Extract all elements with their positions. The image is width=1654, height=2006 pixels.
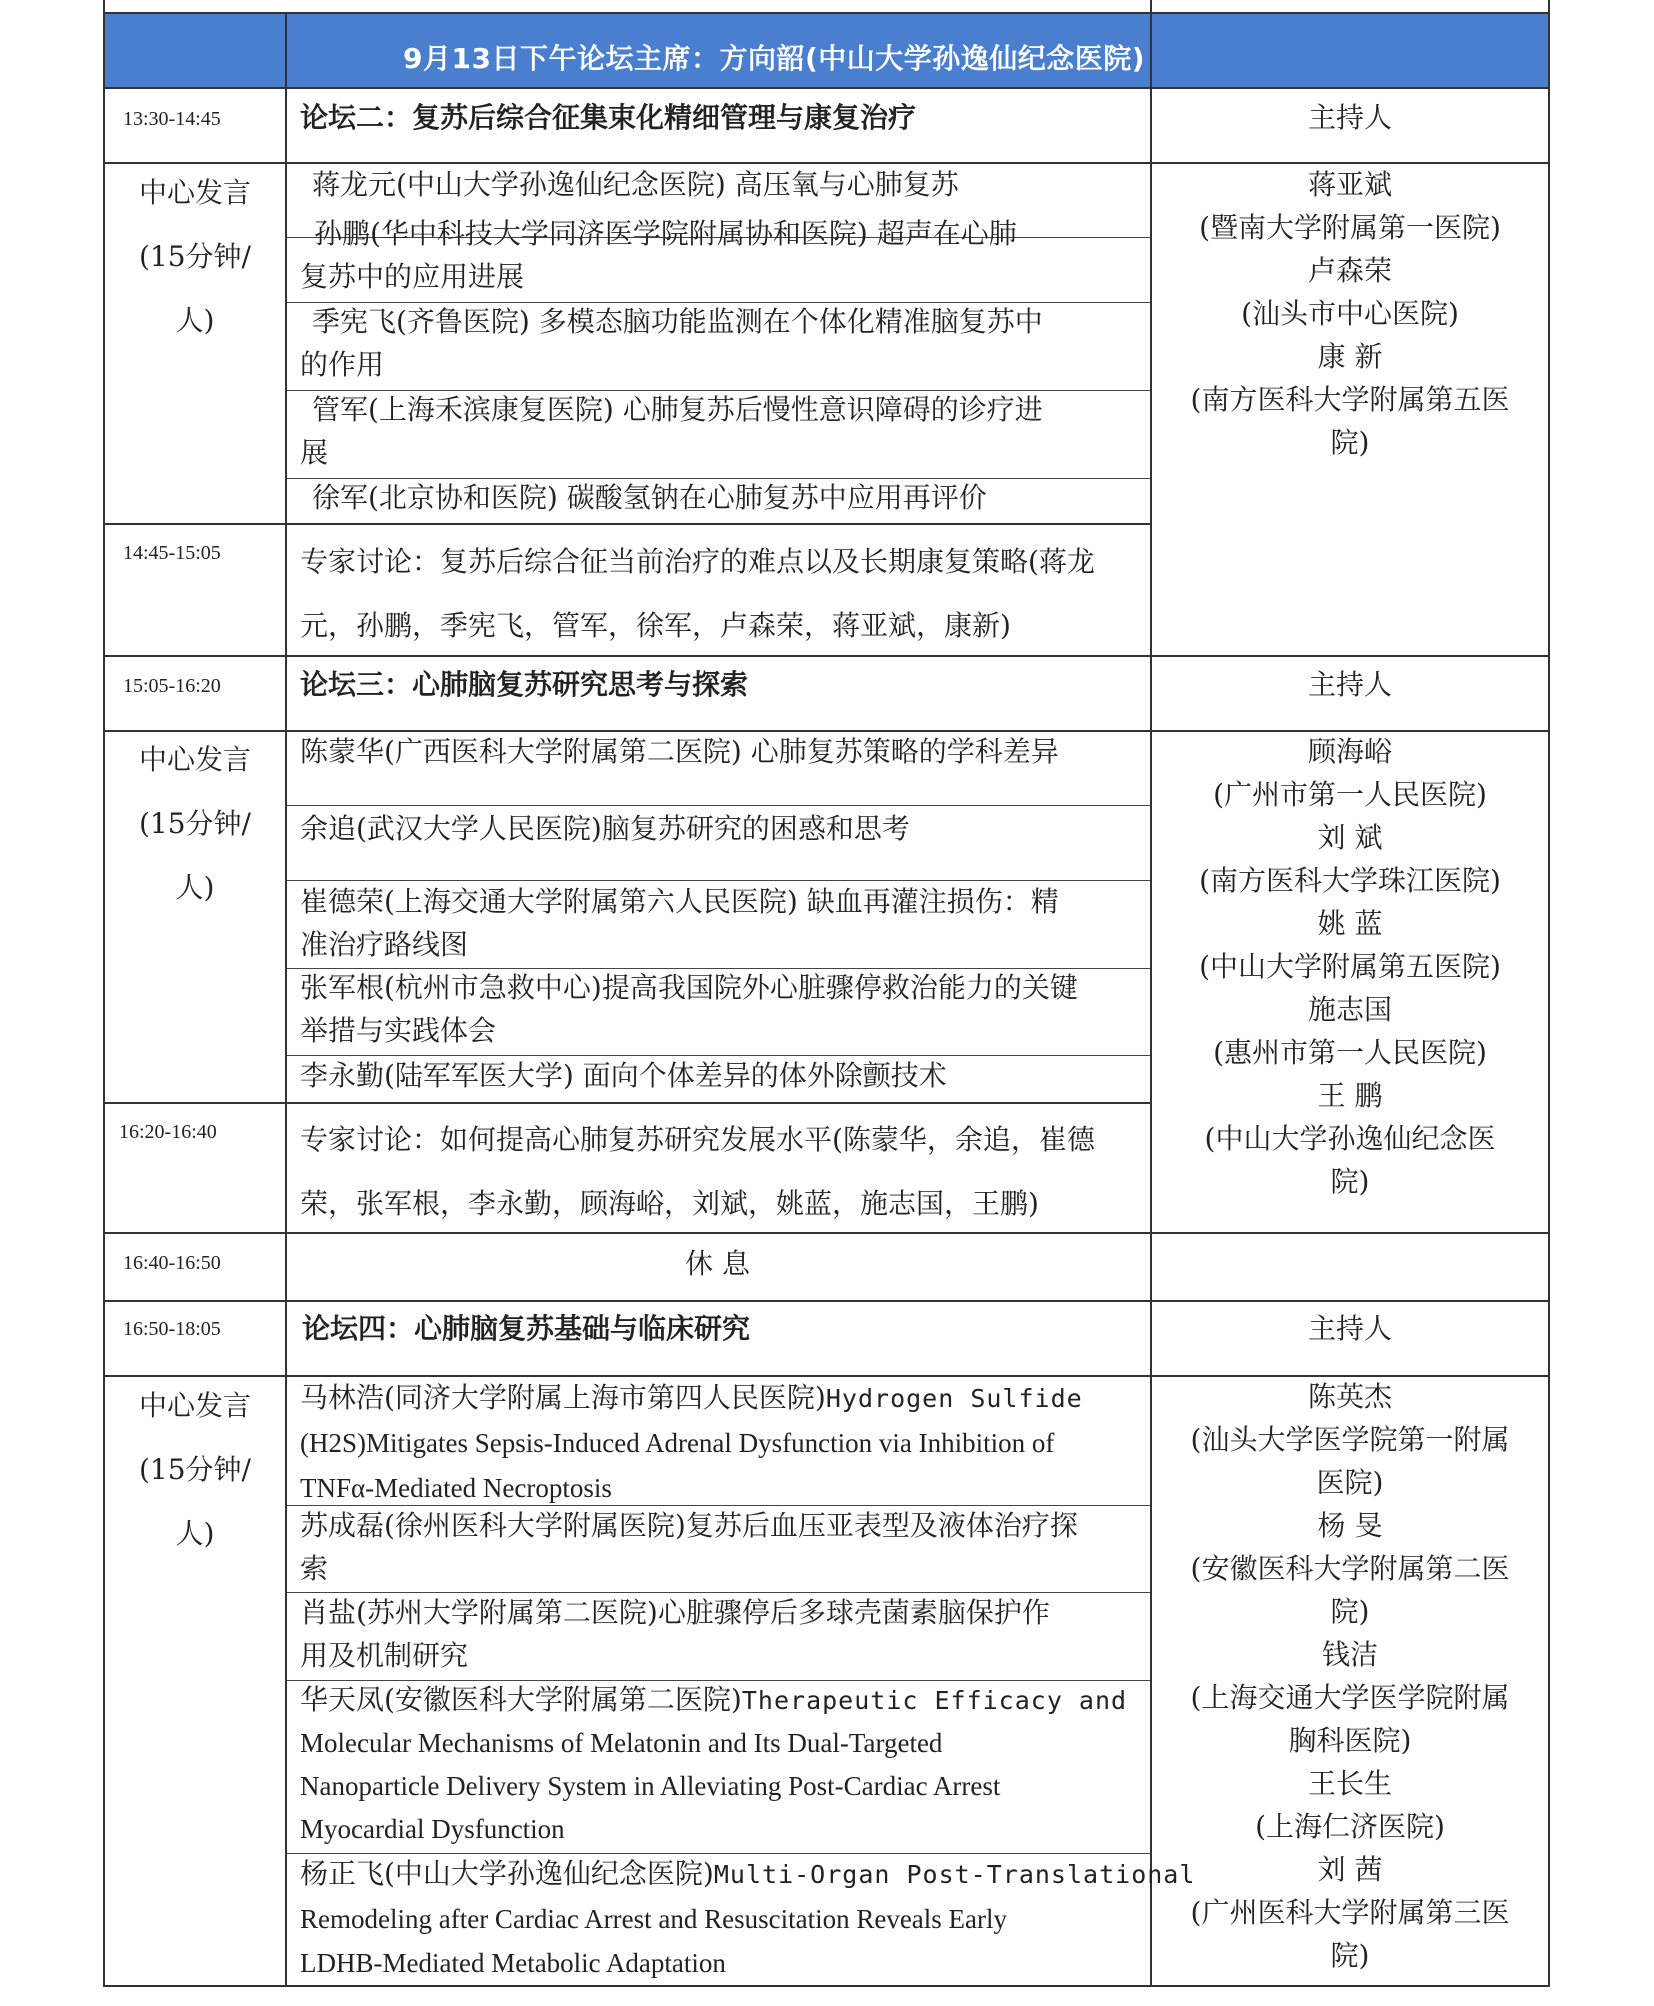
host-name: 王 鹏 [1317,1079,1383,1112]
talk-title-en: Multi-Organ Post-Translational [713,1860,1196,1889]
forum2-keynote-label [105,161,285,353]
forum2-host-label: 主持人 [1307,101,1392,134]
talk-line: 陈蒙华(广西医科大学附属第二医院) 心肺复苏策略的学科差异 [300,735,1059,768]
forum4-talk-4 [300,1678,1127,1851]
forum4-time: 16:50-18:05 [123,1318,221,1340]
discussion-line: 专家讨论：复苏后综合征当前治疗的难点以及长期康复策略(蒋龙 [300,545,1095,578]
talk-speaker: 马林浩(同济大学附属上海市第四人民医院) [300,1381,826,1414]
forum4-talk-1 [300,1375,1083,1511]
host-name: 姚 蓝 [1317,907,1383,940]
host-affiliation: 医院) [1316,1466,1384,1499]
host-affiliation: 院) [1330,1165,1370,1198]
host-affiliation: (上海仁济医院) [1255,1810,1445,1843]
talk-line: Remodeling after Cardiac Arrest and Resuscitation Reveals Early [300,1904,1008,1934]
talk-line: Myocardial Dysfunction [300,1814,565,1844]
forum2-time: 13:30-14:45 [123,108,221,130]
talk-line: 的作用 [300,348,385,381]
forum3-talk-1 [300,730,1059,773]
talk-line: 季宪飞(齐鲁医院) 多模态脑功能监测在个体化精准脑复苏中 [312,305,1043,338]
talk-line: 崔德荣(上海交通大学附属第六人民医院) 缺血再灌注损伤：精 [300,885,1059,918]
talk-line: 肖盐(苏州大学附属第二医院)心脏骤停后多球壳菌素脑保护作 [300,1596,1050,1629]
host-name: 杨 旻 [1317,1509,1383,1542]
keynote-label: 中心发言 [138,743,251,776]
host-affiliation: 院) [1330,1939,1370,1972]
forum4-keynote-label [105,1374,285,1566]
table-border [103,1102,1152,1104]
host-affiliation: (南方医科大学附属第五医 [1190,383,1510,416]
forum4-talk-2 [300,1504,1078,1590]
forum3-talk-2 [300,807,910,850]
host-affiliation: (汕头市中心医院) [1241,297,1459,330]
discussion-line: 荣，张军根，李永勤，顾海峪，刘斌，姚蓝，施志国，王鹏) [300,1187,1039,1220]
forum3-host-label: 主持人 [1307,668,1392,701]
forum3-keynote-label [105,728,285,920]
forum4-title: 论坛四：心肺脑复苏基础与临床研究 [302,1312,751,1345]
forum4-talk-5 [300,1852,1195,1985]
host-name: 刘 茜 [1317,1853,1383,1886]
talk-line: TNFα-Mediated Necroptosis [300,1473,612,1503]
forum2-talk-2 [300,212,1017,298]
table-border [103,87,1550,89]
forum2-hosts [1152,163,1548,464]
talk-line: 用及机制研究 [300,1639,469,1672]
host-name: 王长生 [1307,1767,1392,1800]
forum2-title: 论坛二：复苏后综合征集束化精细管理与康复治疗 [300,101,917,134]
discussion-line: 元，孙鹏，季宪飞，管军，徐军，卢森荣，蒋亚斌，康新) [300,609,1011,642]
session-chair-title: 9月13日下午论坛主席：方向韶(中山大学孙逸仙纪念医院) [403,42,1146,75]
forum3-hosts [1152,730,1548,1203]
keynote-label: 中心发言 [138,176,251,209]
talk-line: (H2S)Mitigates Sepsis-Induced Adrenal Dysfunction via Inhibition of [300,1428,1055,1458]
talk-speaker: 华天凤(安徽医科大学附属第二医院) [300,1683,742,1716]
keynote-unit: 人) [175,1517,215,1550]
forum3-talk-3 [300,880,1059,966]
talk-line: LDHB-Mediated Metabolic Adaptation [300,1948,726,1978]
forum4-talk-3 [300,1591,1050,1677]
talk-divider [285,805,1152,806]
talk-line: 徐军(北京协和医院) 碳酸氢钠在心肺复苏中应用再评价 [312,481,987,514]
table-border [1548,0,1550,1986]
forum4-host-label: 主持人 [1307,1312,1392,1345]
talk-line: 举措与实践体会 [300,1014,497,1047]
talk-line: 张军根(杭州市急救中心)提高我国院外心脏骤停救治能力的关键 [300,971,1078,1004]
host-name: 刘 斌 [1317,821,1383,854]
table-border [103,1300,1550,1302]
talk-line: 管军(上海禾滨康复医院) 心肺复苏后慢性意识障碍的诊疗进 [312,393,1043,426]
forum2-discussion [300,530,1095,658]
host-affiliation: (上海交通大学医学院附属 [1190,1681,1510,1714]
table-border [285,12,287,1986]
forum2-talk-4 [300,388,1043,474]
talk-line: Molecular Mechanisms of Melatonin and Its Dual-Targeted [300,1728,943,1758]
forum3-time: 15:05-16:20 [123,675,221,697]
table-border [103,12,1550,14]
forum3-discussion-time: 16:20-16:40 [119,1121,217,1143]
talk-line: 李永勤(陆军军医大学) 面向个体差异的体外除颤技术 [300,1059,947,1092]
host-name: 蒋亚斌 [1307,168,1392,201]
forum3-title: 论坛三：心肺脑复苏研究思考与探索 [300,668,749,701]
host-affiliation: (惠州市第一人民医院) [1213,1036,1487,1069]
talk-line: 准治疗路线图 [300,928,469,961]
keynote-time: (15分钟/ [139,1453,251,1486]
talk-line: Nanoparticle Delivery System in Alleviating Post-Cardiac Arrest [300,1771,1001,1801]
talk-line: 复苏中的应用进展 [300,260,525,293]
break-time: 16:40-16:50 [123,1252,221,1274]
session-header-bar [103,13,1550,87]
talk-line: 孙鹏(华中科技大学同济医学院附属协和医院) 超声在心肺 [314,217,1017,250]
host-affiliation: (汕头大学医学院第一附属 [1190,1423,1510,1456]
talk-title-en: Hydrogen Sulfide [825,1384,1083,1413]
host-affiliation: (广州市第一人民医院) [1213,778,1487,811]
keynote-label: 中心发言 [138,1389,251,1422]
table-border [103,523,1152,525]
forum4-hosts [1152,1375,1548,1977]
forum3-talk-4 [300,966,1078,1052]
talk-title-en: Therapeutic Efficacy and [741,1686,1128,1715]
break-label: 休 息 [685,1247,750,1280]
talk-line: 展 [300,436,329,469]
talk-speaker: 杨正飞(中山大学孙逸仙纪念医院) [300,1857,714,1890]
host-name: 康 新 [1317,340,1383,373]
keynote-time: (15分钟/ [139,240,251,273]
forum3-discussion [300,1108,1095,1236]
forum2-talk-5 [312,476,987,519]
talk-line: 苏成磊(徐州医科大学附属医院)复苏后血压亚表型及液体治疗探 [300,1509,1078,1542]
host-affiliation: (中山大学附属第五医院) [1199,950,1501,983]
forum2-discussion-time: 14:45-15:05 [123,542,221,564]
forum2-talk-1 [312,163,959,206]
discussion-line: 专家讨论：如何提高心肺复苏研究发展水平(陈蒙华，余追，崔德 [300,1123,1095,1156]
host-affiliation: 胸科医院) [1288,1724,1412,1757]
host-name: 顾海峪 [1307,735,1392,768]
host-affiliation: (南方医科大学珠江医院) [1199,864,1501,897]
forum3-talk-5 [300,1054,947,1097]
host-affiliation: (广州医科大学附属第三医 [1190,1896,1510,1929]
talk-line: 蒋龙元(中山大学孙逸仙纪念医院) 高压氧与心肺复苏 [312,168,959,201]
host-affiliation: (暨南大学附属第一医院) [1199,211,1501,244]
host-affiliation: (安徽医科大学附属第二医 [1190,1552,1510,1585]
talk-line: 余追(武汉大学人民医院)脑复苏研究的困惑和思考 [300,812,910,845]
keynote-time: (15分钟/ [139,807,251,840]
host-name: 施志国 [1307,993,1392,1026]
host-name: 卢森荣 [1307,254,1392,287]
talk-line: 索 [300,1552,329,1585]
host-name: 钱洁 [1321,1638,1378,1671]
host-affiliation: (中山大学孙逸仙纪念医 [1204,1122,1496,1155]
host-name: 陈英杰 [1307,1380,1392,1413]
host-affiliation: 院) [1330,1595,1370,1628]
forum2-talk-3 [300,300,1043,386]
table-border [103,1985,1550,1987]
host-affiliation: 院) [1330,426,1370,459]
keynote-unit: 人) [175,304,215,337]
keynote-unit: 人) [175,871,215,904]
